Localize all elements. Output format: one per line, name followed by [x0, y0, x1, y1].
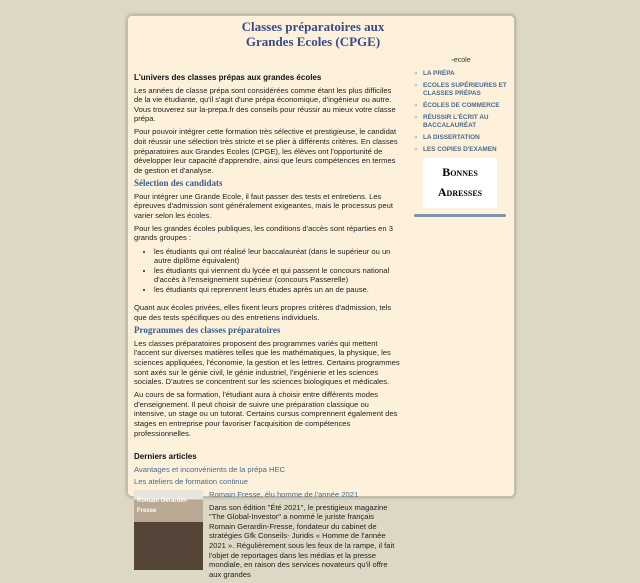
title-line: Classes préparatoires aux [241, 19, 385, 34]
sidebar-link-prepa[interactable]: » LA PRÉPA [414, 70, 508, 78]
paragraph: Quant aux écoles privées, elles fixent leurs propres critères d'admission, tels que des tests spécifiques ou des entretiens individuels. [134, 303, 392, 323]
featured-article [134, 490, 400, 583]
sidebar [414, 57, 508, 217]
photo-caption: Romain Gerardin-Fresse [137, 497, 188, 514]
featured-article-link[interactable]: Romain Fresse, élu homme de l'année 2021 [209, 489, 359, 499]
banner-line: Bonnes [442, 165, 478, 179]
paragraph: Pour intégrer une Grande Ecole, il faut passer des tests et entretiens. Les épreuves d'admission sont généralement exigeantes, mais le processus peut varier selon les écoles. [134, 191, 393, 220]
page-title [128, 19, 498, 49]
subheading-programmes: Programmes des classes préparatoires [134, 325, 281, 336]
image-alt: ecole [453, 57, 471, 64]
featured-text: Dans son édition "Été 2021", le prestigieux magazine "The Global-Investor" a nommé le juriste français Romain Gerardin-Fresse, fondateur du cabinet de stratégies Gfk Conseils- Juridis « Homme de l'année 2021 ». Régulièrement sous les feux de la rampe, il fait l'objet de reportages dans les médias et la presse mondiale, en raison des services novateurs qu'il offre aux grandes [209, 502, 395, 579]
sidebar-link-ecoles[interactable]: » ECOLES SUPÉRIEURES ET CLASSES PRÉPAS [414, 82, 508, 98]
paragraph: Au cours de sa formation, l'étudiant aura à choisir entre différents modes d'enseignement. Il peut choisir de suivre une préparation classique ou intensive, un stage ou un tutorat. Certains cursus comprennent également des stages en entreprise pour favoriser l'acquisition de compétences professionnelles. [134, 390, 398, 438]
paragraph: Les années de classe prépa sont considérées comme étant les plus difficiles de la vie étudiante, qu'il s'agit d'une prépa économique, d'ingénieur ou autre. Vous trouverez sur la-prepa.fr des conseils pour réussir au mieux votre classe prépa. [134, 85, 396, 124]
sidebar-link-commerce[interactable]: » ÉCOLES DE COMMERCE [414, 102, 508, 110]
articles-heading: Derniers articles [134, 452, 197, 462]
section-heading: L'univers des classes prépas aux grandes écoles [134, 73, 322, 82]
paragraph: Pour les grandes écoles publiques, les conditions d'accès sont réparties en 3 grands groupes : [134, 223, 393, 243]
subheading-selection: Sélection des candidats [134, 177, 223, 188]
sidebar-link-bac[interactable]: » RÉUSSIR L'ÉCRIT AU BACCALAURÉAT [414, 114, 508, 130]
page-container [127, 15, 515, 579]
sidebar-link-dissertation[interactable]: » LA DISSERTATION [414, 134, 508, 142]
article-link[interactable]: Avantages et inconvénients de la prépa HEC [134, 464, 285, 474]
paragraph: Pour pouvoir intégrer cette formation très sélective et prestigieuse, le candidat doit réussir une sélection très stricte et se plier à différents critères. En classes préparatoires aux Grandes Ecoles (CPGE), les élèves ont l'opportunité de développer leur capacité d'apprendre, ainsi que leurs compétences en termes de gestion et d'analyse. [134, 127, 398, 175]
sidebar-link-copies[interactable]: » LES COPIES D'EXAMEN [414, 146, 508, 154]
list-item: • les étudiants qui viennent du lycée et qui passent le concours national d'accès à l'enseignement supérieur (concours Passerelle) [154, 266, 400, 285]
broken-image-icon: ▫ecole [451, 57, 471, 64]
bonnes-adresses-banner[interactable] [423, 158, 497, 208]
banner-line: Adresses [437, 185, 483, 199]
groups-list [134, 247, 400, 295]
article-link[interactable]: Les ateliers de formation continue [134, 477, 248, 487]
featured-photo[interactable] [134, 490, 203, 570]
main-content [134, 73, 400, 583]
title-line: Grandes Ecoles (CPGE) [245, 34, 381, 49]
paragraph: Les classes préparatoires proposent des programmes variés qui mettent l'accent sur diverses matières telles que les mathématiques, la physique, les sciences appliquées, l'économie, la gestion et les lettres. Certains programmes sont axés sur le génie civil, le génie industriel, l'ingénierie et les sciences sociales. D'autres se concentrent sur les sciences biologiques et médicales. [134, 338, 400, 387]
list-item: • les étudiants qui reprennent leurs études après un an de pause. [154, 285, 400, 295]
list-item: • les étudiants qui ont réalisé leur baccalauréat (dans le supérieur ou un autre diplôme équivalent) [154, 247, 400, 266]
divider [414, 214, 506, 217]
